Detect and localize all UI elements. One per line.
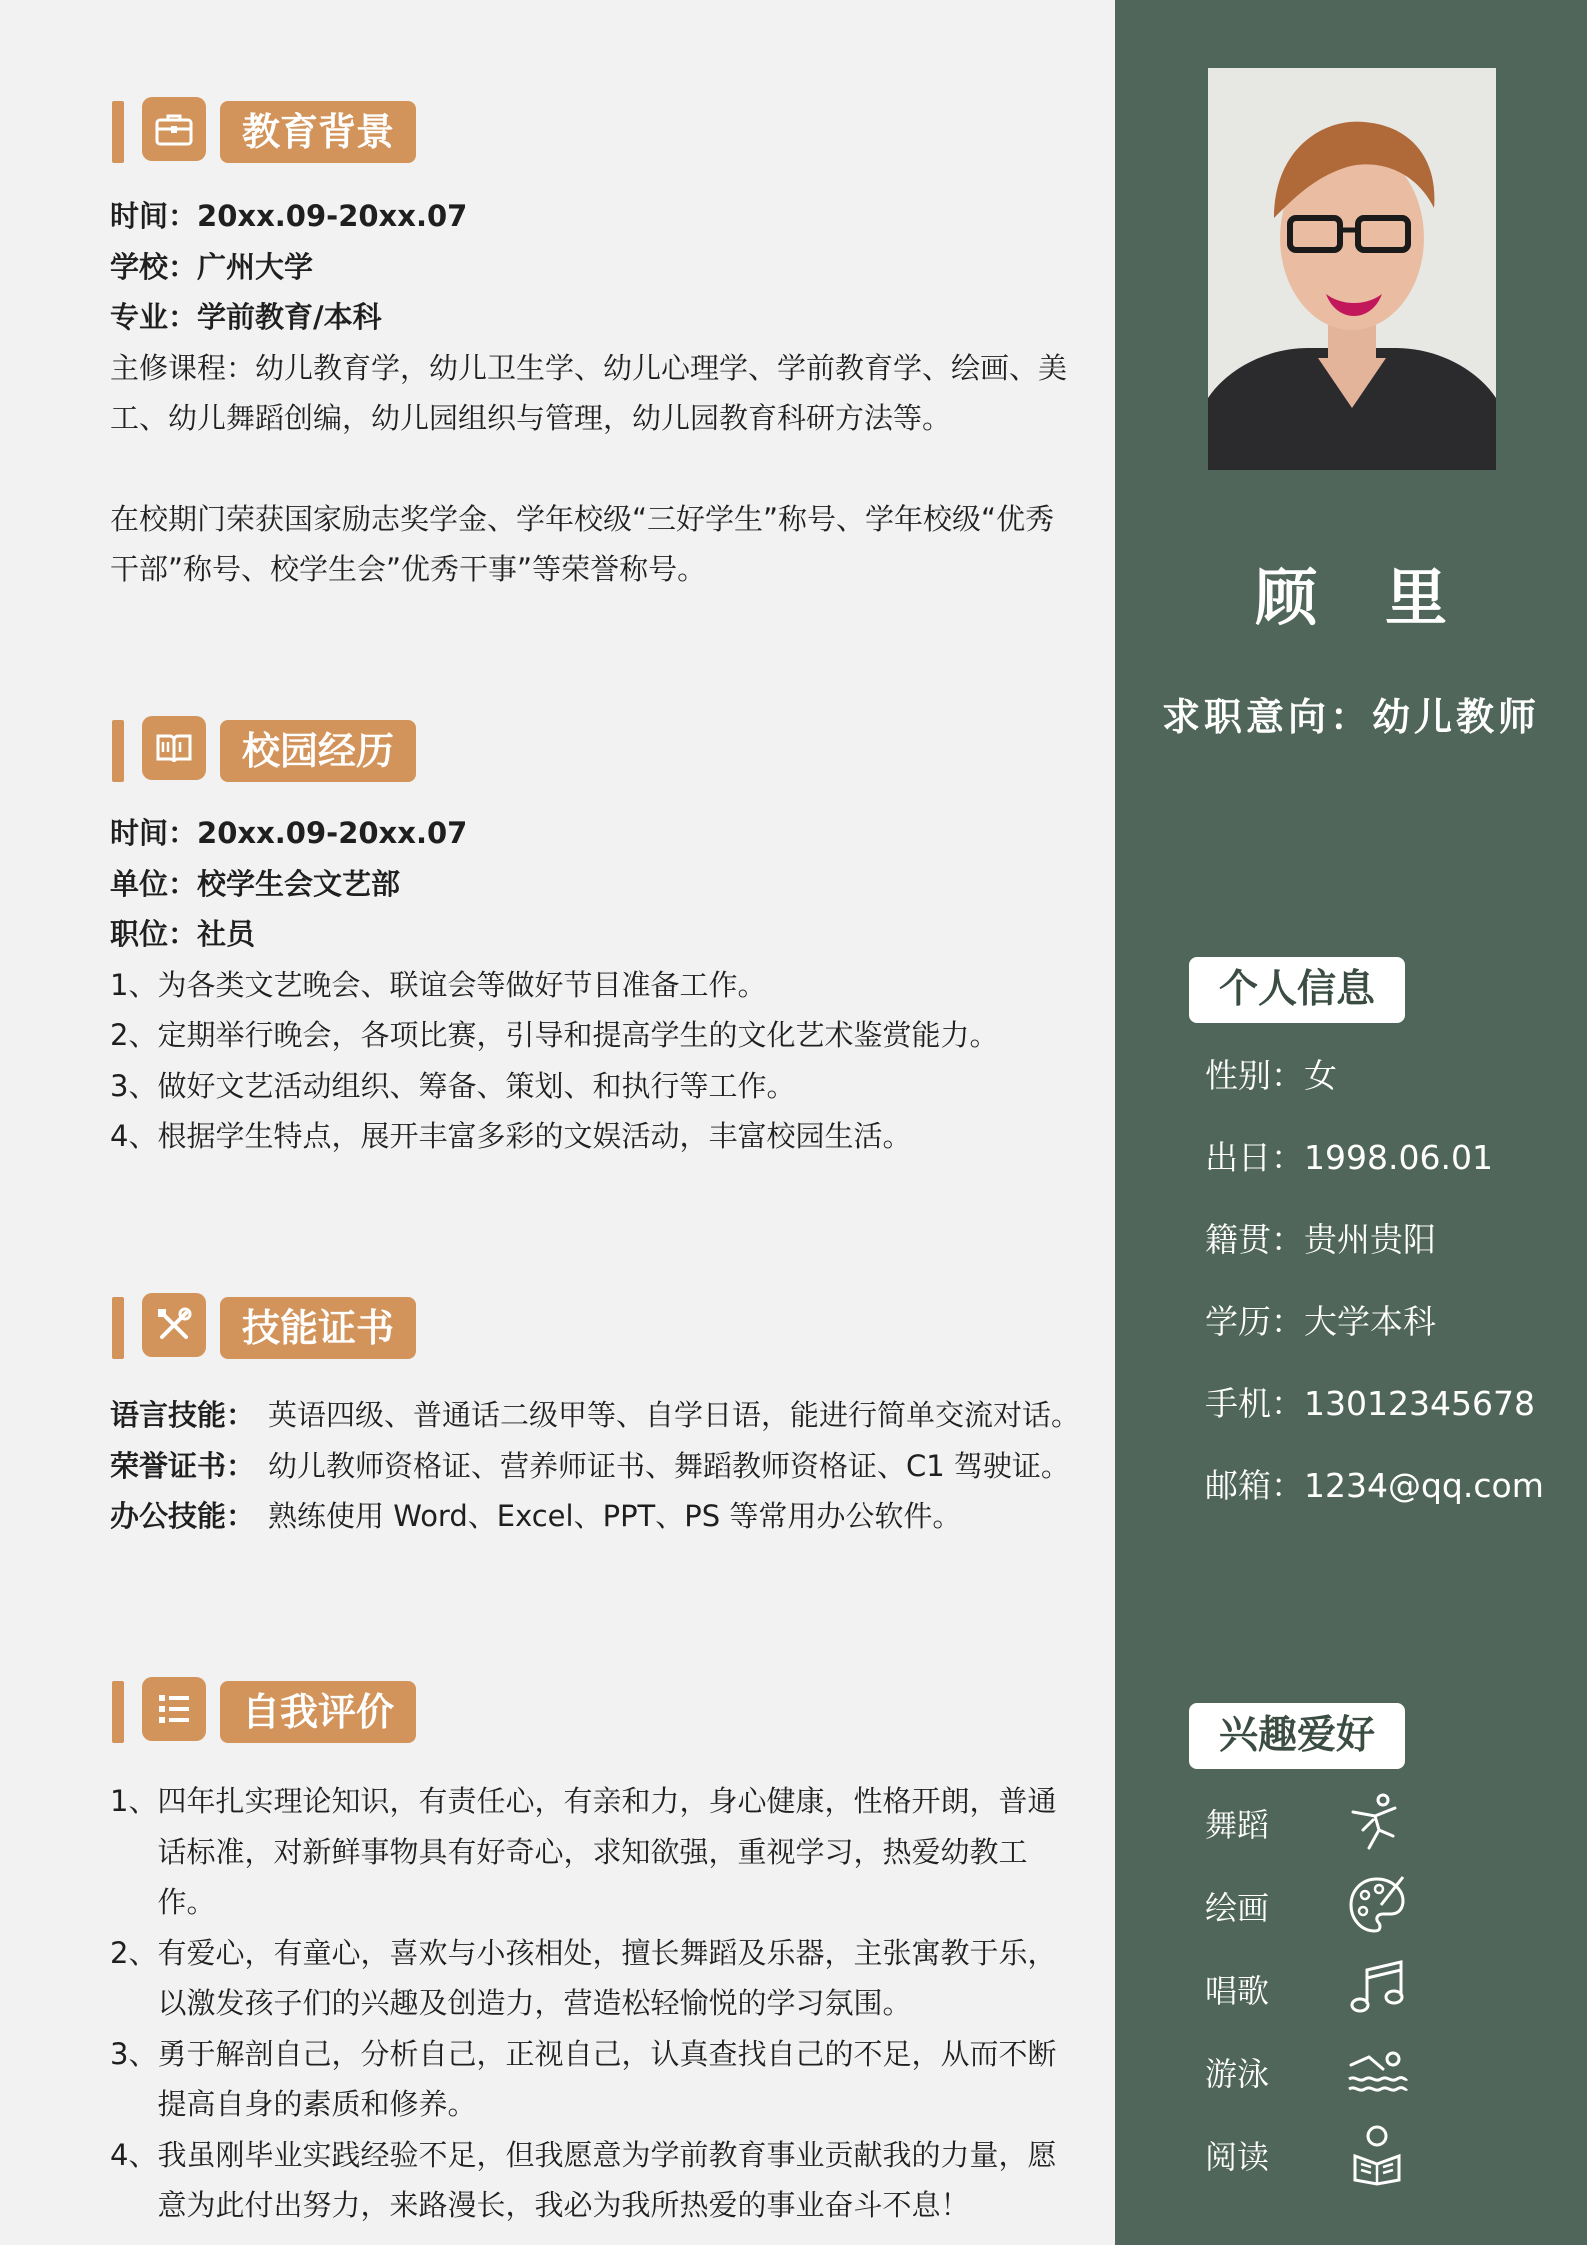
self-eval-content [110,1776,1070,2231]
skill-row [110,1390,1081,1441]
skill-label: 荣誉证书： [110,1448,256,1483]
list-item [110,2029,1070,2130]
campus-time: 20xx.09-20xx.07 [197,816,468,850]
hobby-label: 绘画 [1205,1889,1270,1927]
education-time: 20xx.09-20xx.07 [197,199,468,233]
briefcase-icon [142,97,206,161]
info-row: 邮箱：1234@qq.com [1205,1466,1544,1505]
honors-text: 在校期门荣获国家励志奖学金、学年校级“三好学生”称号、学年校级“优秀干部”称号、校学生会”优秀干事”等荣誉称号。 [110,501,1055,586]
skill-row [110,1441,1070,1492]
hobby-item [1205,2039,1465,2122]
job-intent: 求职意向：幼儿教师 [1161,695,1540,739]
hobby-label: 游泳 [1205,2055,1270,2093]
info-row: 籍贯：贵州贵阳 [1205,1220,1436,1259]
list-item [110,1776,1070,1928]
section-title: 校园经历 [220,720,416,782]
list-item [110,2130,1070,2231]
campus-position: 社员 [197,917,256,951]
item-number: 4、 [110,2137,158,2172]
palette-icon [1345,1873,1409,1937]
item-text: 四年扎实理论知识，有责任心，有亲和力，身心健康，性格开朗，普通话标准，对新鲜事物具有好奇心，求知欲强，重视学习，热爱幼教工作。 [157,1784,1057,1919]
education-school: 广州大学 [197,249,314,284]
skill-label: 语言技能： [110,1398,256,1432]
hobby-label: 舞蹈 [1205,1806,1270,1844]
label: 单位： [110,866,198,901]
info-row: 学历：大学本科 [1205,1302,1436,1341]
info-row: 手机：13012345678 [1205,1384,1535,1423]
dancer-icon [1345,1790,1409,1854]
music-note-icon [1345,1956,1409,2020]
section-title: 教育背景 [220,101,416,163]
swimmer-icon [1345,2039,1409,2103]
skill-value: 幼儿教师资格证、营养师证书、舞蹈教师资格证、C1 驾驶证。 [268,1448,1070,1483]
list-icon [142,1677,206,1741]
list-item: 1、为各类文艺晚会、联谊会等做好节目准备工作。 [110,967,767,1002]
item-text: 有爱心，有童心，喜欢与小孩相处，擅长舞蹈及乐器，主张寓教于乐，以激发孩子们的兴趣及创造力，营造松轻愉悦的学习氛围。 [157,1935,1057,2020]
hobby-item [1205,1873,1465,1956]
label: 时间： [110,199,198,233]
hobby-label: 唱歌 [1205,1972,1270,2010]
item-number: 1、 [110,1784,158,1818]
hobbies-title: 兴趣爱好 [1189,1703,1405,1769]
list-item: 2、定期举行晚会，各项比赛，引导和提高学生的文化艺术鉴赏能力。 [110,1018,999,1052]
accent-bar [112,101,124,163]
accent-bar [112,720,124,782]
education-content [110,191,1070,595]
list-item [110,1928,1070,2029]
skill-value: 熟练使用 Word、Excel、PPT、PS 等常用办公软件。 [268,1499,962,1533]
item-text: 我虽刚毕业实践经验不足，但我愿意为学前教育事业贡献我的力量，愿意为此付出努力，来路漫长，我必为我所热爱的事业奋斗不息！ [157,2137,1057,2222]
item-number: 3、 [110,2036,158,2071]
candidate-name: 顾里 [1254,561,1515,634]
skill-value: 英语四级、普通话二级甲等、自学日语，能进行简单交流对话。 [268,1398,1081,1432]
tools-icon [142,1293,206,1357]
section-title: 技能证书 [220,1297,416,1359]
info-row: 性别：女 [1205,1056,1337,1095]
courses-text: 主修课程：幼儿教育学，幼儿卫生学、幼儿心理学、学前教育学、绘画、美工、幼儿舞蹈创编，幼儿园组织与管理，幼儿园教育科研方法等。 [110,350,1068,435]
accent-bar [112,1681,124,1743]
label: 学校： [110,249,198,284]
reading-icon [1345,2122,1409,2186]
section-title: 自我评价 [220,1681,416,1743]
hobby-item [1205,2122,1465,2205]
skill-label: 办公技能： [110,1499,256,1533]
campus-unit: 校学生会文艺部 [197,866,401,901]
accent-bar [112,1297,124,1359]
item-text: 勇于解剖自己，分析自己，正视自己，认真查找自己的不足，从而不断提高自身的素质和修养。 [157,2036,1057,2121]
book-icon [142,716,206,780]
campus-content [110,808,1070,1162]
hobby-item [1205,1790,1465,1873]
item-number: 2、 [110,1935,158,1970]
label: 时间： [110,816,198,850]
education-major: 学前教育/本科 [197,300,382,334]
hobbies-list [1205,1790,1465,2205]
list-item: 3、做好文艺活动组织、筹备、策划、和执行等工作。 [110,1068,796,1103]
skills-content [110,1390,1081,1542]
hobby-item [1205,1956,1465,2039]
label: 职位： [110,917,198,951]
profile-photo [1208,68,1496,470]
personal-info-title: 个人信息 [1189,957,1405,1023]
hobby-label: 阅读 [1205,2138,1270,2176]
info-row: 出日：1998.06.01 [1205,1138,1493,1177]
skill-row [110,1491,1070,1542]
list-item: 4、根据学生特点，展开丰富多彩的文娱活动，丰富校园生活。 [110,1119,912,1153]
label: 专业： [110,300,198,334]
personal-info [1205,1050,1544,1542]
